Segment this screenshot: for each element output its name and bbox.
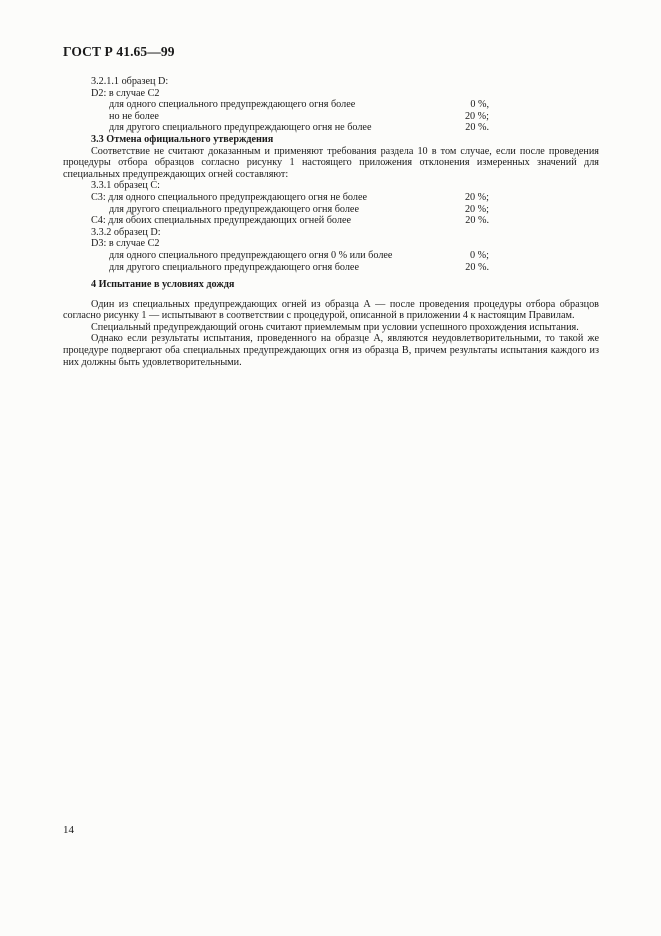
d2-row	[91, 99, 599, 111]
d2-row-text: для одного специального предупреждающего огня более	[109, 99, 356, 111]
d2-row-text: для другого специального предупреждающего огня не более	[109, 122, 372, 134]
standard-header: ГОСТ Р 41.65—99	[63, 44, 175, 59]
c4-row-value: 20 %.	[465, 215, 489, 227]
d3-row-text: для другого специального предупреждающего огня более	[109, 261, 359, 273]
section-3-3-title: 3.3 Отмена официального утверждения	[91, 133, 274, 145]
c3-row	[91, 192, 599, 204]
d2-row	[91, 122, 599, 134]
d2-label: D2: в случае C2	[91, 87, 160, 99]
section-4-paragraph: Однако если результаты испытания, проведенного на образце А, являются неудовлетворительными, то такой же процедуре подвергают оба специальных предупреждающих огня из образца В, причем результаты испытания каждого из них должны быть удовлетворительными.	[63, 333, 599, 368]
page-number: 14	[63, 824, 74, 836]
c3-row-value: 20 %;	[464, 191, 489, 203]
c3-row-value: 20 %;	[464, 203, 489, 215]
d2-row	[91, 111, 599, 123]
clause-3-3-1: 3.3.1 образец C:	[91, 180, 160, 192]
c4-row	[91, 215, 599, 227]
d2-row-value: 0 %,	[470, 99, 489, 111]
d3-row-value: 0 %;	[470, 249, 489, 261]
document-body	[63, 76, 599, 368]
c3-row-text: для другого специального предупреждающего огня более	[109, 203, 359, 215]
section-4-title: 4 Испытание в условиях дождя	[91, 279, 235, 291]
section-4-paragraph: Один из специальных предупреждающих огней из образца А — после проведения процедуры отбора образцов согласно рисунку 1 — испытывают в соответствии с процедурой, описанной в приложении 4 к настоящим Правилам.	[63, 298, 599, 322]
c4-row-text: C4: для обоих специальных предупреждающих огней более	[91, 215, 351, 227]
c3-row	[91, 204, 599, 216]
section-4-paragraph: Специальный предупреждающий огонь считают приемлемым при условии успешного прохождения испытания.	[91, 321, 579, 333]
d3-row	[91, 250, 599, 262]
c3-row-text: C3: для одного специального предупреждающего огня не более	[91, 191, 368, 203]
d3-row-text: для одного специального предупреждающего огня 0 % или более	[109, 249, 393, 261]
clause-3-3-2: 3.3.2 образец D:	[91, 226, 161, 238]
d3-row-value: 20 %.	[465, 261, 489, 273]
section-3-3-paragraph: Соответствие не считают доказанным и применяют требования раздела 10 в том случае, если после проведения процедуры отбора образцов согласно рисунку 1 настоящего приложения отклонения измеренных значений для специальных предупреждающих огней составляют:	[63, 145, 599, 180]
d3-label: D3: в случае C2	[91, 238, 160, 250]
d2-row-text: но не более	[109, 110, 159, 122]
d2-row-value: 20 %;	[464, 110, 489, 122]
d3-row	[91, 262, 599, 274]
d2-row-value: 20 %.	[465, 122, 489, 134]
clause-3-2-1-1: 3.2.1.1 образец D:	[91, 76, 169, 87]
